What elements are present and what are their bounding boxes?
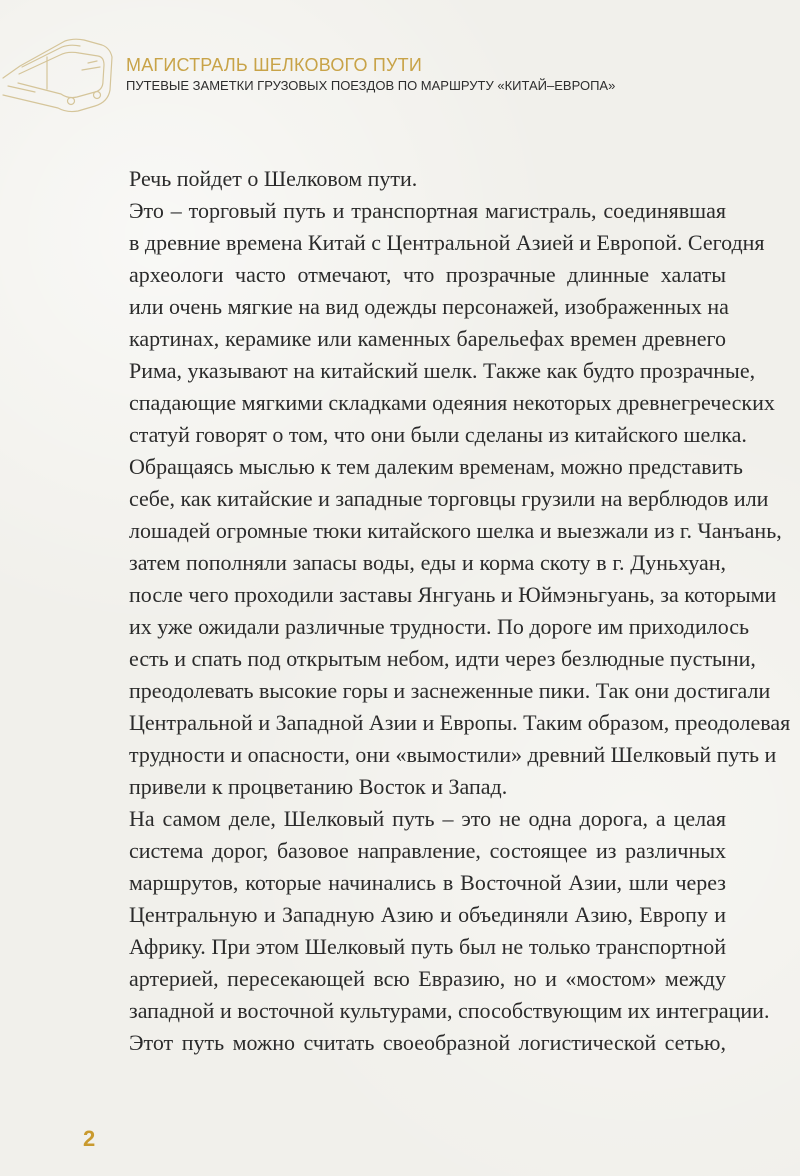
text-line: или очень мягкие на вид одежды персонажей, изображенных на <box>129 294 729 319</box>
text-line: трудности и опасности, они «вымостили» древний Шелковый путь и <box>129 742 777 767</box>
text-line: Это – торговый путь и транспортная магистраль, соединявшая <box>129 198 726 223</box>
text-line: западной и восточной культурами, способствующим их интеграции. <box>129 998 770 1023</box>
text-line: Африку. При этом Шелковый путь был не только транспортной <box>129 934 726 959</box>
paragraph <box>84 163 726 195</box>
text-line: статуй говорят о том, что они были сделаны из китайского шелка. <box>129 422 747 447</box>
text-line: спадающие мягкими складками одеяния некоторых древнегреческих <box>129 390 775 415</box>
text-line: Центральную и Западную Азию и объединяли Азию, Европу и <box>129 902 726 927</box>
text-line: в древние времена Китай с Центральной Азией и Европой. Сегодня <box>129 230 765 255</box>
body-text <box>84 163 791 1059</box>
text-line: система дорог, базовое направление, состоящее из различных <box>129 838 726 863</box>
text-line: Центральной и Западной Азии и Европы. Таким образом, преодолевая <box>129 710 791 735</box>
text-line: Речь пойдет о Шелковом пути. <box>129 166 418 191</box>
text-line: артерией, пересекающей всю Евразию, но и «мостом» между <box>129 966 726 991</box>
running-header-title: МАГИСТРАЛЬ ШЕЛКОВОГО ПУТИ <box>126 55 422 75</box>
text-line: лошадей огромные тюки китайского шелка и выезжали из г. Чанъань, <box>129 518 782 543</box>
text-line: их уже ожидали различные трудности. По дороге им приходилось <box>129 614 750 639</box>
text-line: археологи часто отмечают, что прозрачные длинные халаты <box>129 262 726 287</box>
text-line: затем пополняли запасы воды, еды и корма скоту в г. Дуньхуан, <box>129 550 726 575</box>
text-line: Рима, указывают на китайский шелк. Также как будто прозрачные, <box>129 358 756 383</box>
page-number: 2 <box>83 1126 96 1151</box>
paragraph <box>84 803 770 1059</box>
text-line: себе, как китайские и западные торговцы грузили на верблюдов или <box>129 486 769 511</box>
text-line: маршрутов, которые начинались в Восточной Азии, шли через <box>129 870 726 895</box>
text-line: преодолевать высокие горы и заснеженные пики. Так они достигали <box>129 678 771 703</box>
text-line: привели к процветанию Восток и Запад. <box>129 774 508 799</box>
text-line: Обращаясь мыслью к тем далеким временам, можно представить <box>129 454 743 479</box>
running-header-subtitle: ПУТЕВЫЕ ЗАМЕТКИ ГРУЗОВЫХ ПОЕЗДОВ ПО МАРШРУТУ «КИТАЙ–ЕВРОПА» <box>126 78 616 93</box>
train-icon <box>0 35 120 115</box>
text-line: есть и спать под открытым небом, идти через безлюдные пустыни, <box>129 646 756 671</box>
paragraph <box>84 195 775 451</box>
text-line: после чего проходили заставы Янгуань и Юймэньгуань, за которыми <box>129 582 777 607</box>
text-line: картинах, керамике или каменных барельефах времен древнего <box>129 326 726 351</box>
text-line: Этот путь можно считать своеобразной логистической сетью, <box>129 1030 726 1055</box>
paragraph <box>84 451 791 803</box>
text-line: На самом деле, Шелковый путь – это не одна дорога, а целая <box>129 806 726 831</box>
